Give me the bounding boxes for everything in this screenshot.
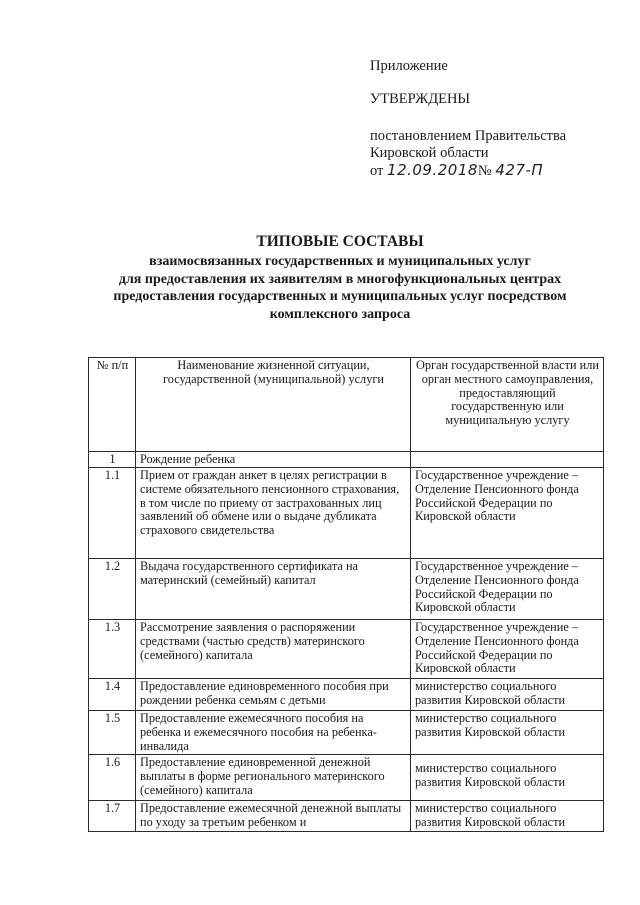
- row-org: Государственное учреждение – Отделение Пенсионного фонда Российской Федерации по Кировской области: [411, 468, 604, 559]
- table-row: [89, 559, 604, 620]
- row-name: Выдача государственного сертификата на материнский (семейный) капитал: [136, 559, 411, 620]
- row-name: Предоставление ежемесячной денежной выплаты по уходу за третьим ребенком и: [136, 801, 411, 832]
- decree-line-1: постановлением Правительства: [370, 128, 567, 144]
- row-num: 1.3: [89, 620, 136, 679]
- number-sign: №: [477, 163, 492, 179]
- appendix-label: Приложение: [370, 58, 448, 74]
- row-org: министерство социального развития Кировской области: [411, 711, 604, 755]
- date-prefix: от: [370, 163, 384, 179]
- decree-date-line: [370, 162, 543, 180]
- row-org: министерство социального развития Кировской области: [411, 679, 604, 711]
- title-line-2: для предоставления их заявителям в многофункциональных центрах: [118, 271, 562, 287]
- decree-line-2: Кировской области: [370, 145, 489, 161]
- table-row: [89, 801, 604, 832]
- header-num: № п/п: [89, 358, 136, 452]
- table-row: [89, 679, 604, 711]
- table-row: [89, 755, 604, 801]
- row-name: Прием от граждан анкет в целях регистрации в системе обязательного пенсионного страхования, в том числе по приему от застрахованных лиц заявлений об обмене или о выдаче дубликата страхового свидетельства: [136, 468, 411, 559]
- title-line-3: предоставления государственных и муниципальных услуг посредством: [113, 289, 567, 304]
- row-name: Предоставление ежемесячного пособия на ребенка и ежемесячного пособия на ребенка-инвалида: [136, 711, 411, 755]
- row-name: Рассмотрение заявления о распоряжении средствами (частью средств) материнского (семейного) капитала: [136, 620, 411, 679]
- row-org: [411, 452, 604, 468]
- table-row: [89, 452, 604, 468]
- header-org: Орган государственной власти или орган местного самоуправления, предоставляющий государственную или муниципальную услугу: [411, 358, 604, 452]
- table-row: [89, 620, 604, 679]
- row-num: 1.4: [89, 679, 136, 711]
- title-line-1: взаимосвязанных государственных и муниципальных услуг: [149, 254, 531, 269]
- row-org: министерство социального развития Кировской области: [411, 755, 604, 801]
- handwritten-number: 427-П: [495, 161, 544, 179]
- title-line-4: комплексного запроса: [269, 306, 411, 322]
- row-org: Государственное учреждение – Отделение Пенсионного фонда Российской Федерации по Кировской области: [411, 620, 604, 679]
- row-num: 1.5: [89, 711, 136, 755]
- handwritten-date: 12.09.2018: [387, 161, 478, 179]
- row-name: Рождение ребенка: [136, 452, 411, 468]
- services-table: [88, 357, 604, 832]
- table-header-row: [89, 358, 604, 452]
- document-title: [60, 232, 620, 323]
- row-name: Предоставление единовременного пособия при рождении ребенка семьям с детьми: [136, 679, 411, 711]
- table-row: [89, 711, 604, 755]
- row-org: Государственное учреждение – Отделение Пенсионного фонда Российской Федерации по Кировской области: [411, 559, 604, 620]
- row-num: 1.1: [89, 468, 136, 559]
- header-name: Наименование жизненной ситуации, государственной (муниципальной) услуги: [136, 358, 411, 452]
- row-name: Предоставление единовременной денежной выплаты в форме регионального материнского (семейного) капитала: [136, 755, 411, 801]
- row-num: 1: [89, 452, 136, 468]
- approved-label: УТВЕРЖДЕНЫ: [370, 91, 471, 107]
- table-row: [89, 468, 604, 559]
- row-org: министерство социального развития Кировской области: [411, 801, 604, 832]
- row-num: 1.2: [89, 559, 136, 620]
- title-main: ТИПОВЫЕ СОСТАВЫ: [256, 233, 424, 250]
- row-num: 1.7: [89, 801, 136, 832]
- row-num: 1.6: [89, 755, 136, 801]
